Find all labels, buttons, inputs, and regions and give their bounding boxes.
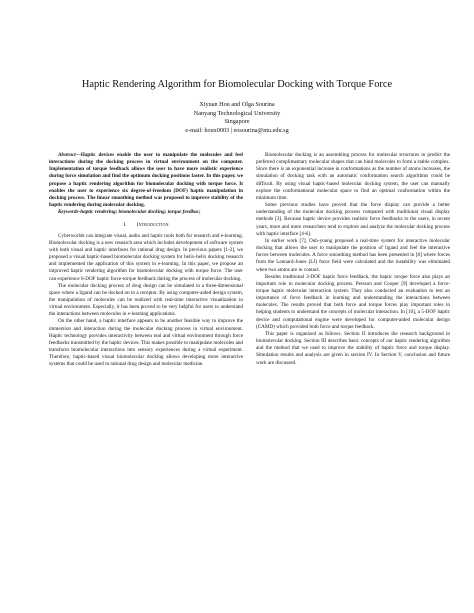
paragraph: Besides traditional 3-DOF haptic force feedback, the haptic torque force also plays an important role in molecular docking process. Persson and Cooper [9] developed a force-torque haptic molecular interaction system. They also conducted an evaluation to test an importance of force feedback in learning and understanding the interactions between molecules. The results proved that both force and torque forces play important roles in helping students to understand the concepts of molecular interaction. In [10], a 5-DOF haptic device and computational engine were developed for computer-aided molecular design (CAMD) which provided both force and torque feedback. xyxy=(256,273,450,330)
section-title: Introduction xyxy=(136,222,169,229)
section-heading-introduction xyxy=(49,222,243,229)
paragraph: The molecular docking process of drug design can be simulated in a three-dimensional space where a ligand can be docked on to a receptor. By using computer-aided design system, the manipulation of molecules can be realized with real-time interactive visualization in virtual environment. Especially, it has been proved to be very helpful for users to understand the interactions between molecules in e-learning applications. xyxy=(49,282,243,318)
author-block xyxy=(0,101,474,135)
keywords-text: haptic rendering; biomolecular docking; torque feedbac; xyxy=(80,209,201,216)
section-number: I. xyxy=(123,222,127,229)
abstract-lead: Abstract xyxy=(58,152,76,158)
paragraph: Biomolecular docking is an assembling process for molecular structures to predict the preferred complimentary molecular shapes that can bind molecules to form a stable complex. Since there is an exponential increase in conformations as the number of atoms increases, the simulation of docking task with an automatic conformation search algorithms could be difficult. By using visual haptic-based molecular docking system, the user can manually explore the conformational molecular space to find an optimal conformation within the minimum time. xyxy=(256,152,450,201)
author-affiliation: Nanyang Technological University xyxy=(193,109,281,117)
abstract-text: —Haptic devices enable the user to manipulate the molecules and feel interactions during the docking process in virtual environment on the computer. Implementation of torque feedback allows the user to have more realistic experience during force simulation and find the optimum docking positions faster. In this paper, we propose a haptic rendering algorithm for biomolecular docking with torque force. It enables the user to experience six degree-of-freedom (DOF) haptic manipulation in docking process. The linear smoothing method was proposed to improve stability of the haptic rendering during molecular docking. xyxy=(49,152,243,209)
right-column xyxy=(256,152,450,367)
paragraph: This paper is organized as follows. Section II introduces the research background in biomolecular docking. Section III describes basic concepts of our haptic rendering algorithm and the method that we used to improve the stability of haptic force and torque display. Simulation results and analysis are given in section IV. In Section V, conclusion and future work are discussed. xyxy=(256,330,450,366)
keywords xyxy=(49,209,243,216)
left-column xyxy=(49,152,243,369)
paragraph: Cyberworlds can integrate visual, audio and haptic tools both for research and e-learning. Biomolecular docking is a new research area which includes development of software system with both visual and haptic interfaces for rational drug design. In previous papers [1-2], we proposed a visual haptic-based biomolecular docking system for helix-helix docking research and implemented the application of this system in e-learning. In this paper, we propose an improved haptic rendering algorithm for biomolecular docking with torque force. The user can experience 6-DOF haptic force-torque feedback during the process of molecular docking. xyxy=(49,232,243,282)
paper-title: Haptic Rendering Algorithm for Biomolecular Docking with Torque Force xyxy=(81,79,393,90)
abstract xyxy=(49,152,243,209)
author-city: Singapore xyxy=(224,118,250,126)
author-email: e-mail: houx0003 | eosourina@ntu.edu.sg xyxy=(185,126,289,134)
paragraph: In earlier work [7], Ouh-young proposed a real-time system for interactive molecular docking that allows the user to manipulate the position of ligand and feel the interactive forces between molecules. A force smoothing method has been presented in [8] where forces from the Lennard-Jones (LJ) force field were calculated and the instability was eliminated when two atoms are in contact. xyxy=(256,237,450,273)
paragraph: On the other hand, a haptic interface appears to be another feasible way to improve the immersion and interaction during the molecular docking process in virtual environment. Haptic technology provides interactivity between real and virtual environment through force feedbacks transmitted by the haptic devices. This makes possible to manipulate molecules and transform biomolecular interactions into sensory experiences during a virtual experiment. Therefore, haptic-based visual biomolecular docking allows developing more interactive systems that could be used in rational drug design and molecular medicine. xyxy=(49,318,243,368)
paragraph: Some previous studies have proved that the force display can provide a better understanding of the molecular docking process compared with traditional visual display methods [3]. Because haptic device provides realistic force feedbacks to the users, in recent years, more and more researchers tend to explore and analyze the molecular docking process with haptic interface [4-6]. xyxy=(256,202,450,237)
keywords-lead: Keywords- xyxy=(58,209,81,216)
author-names: Xiyuan Hou and Olga Sourina xyxy=(199,101,275,108)
